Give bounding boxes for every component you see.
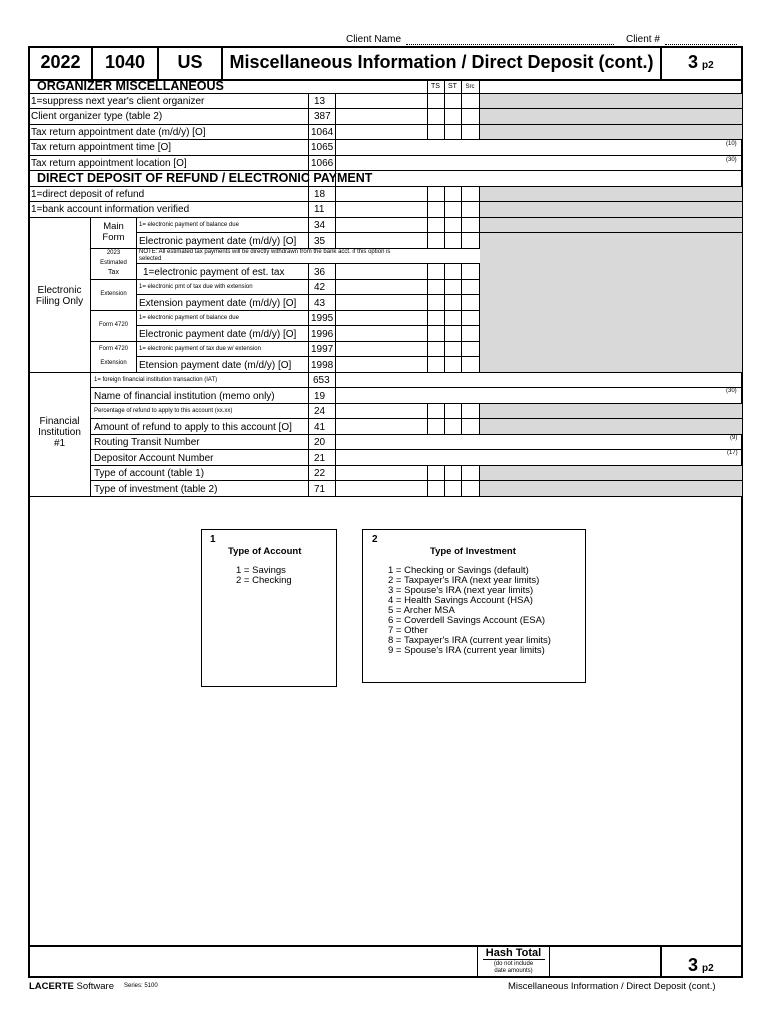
field-code: 34 bbox=[314, 220, 326, 231]
field-code: 71 bbox=[314, 484, 326, 495]
footer-page-number: 3 p2 bbox=[688, 955, 714, 975]
field-length-limit: (17) bbox=[727, 450, 738, 456]
field-code: 21 bbox=[314, 453, 326, 464]
est-tax-label: 2023 bbox=[106, 250, 121, 256]
field-label: Electronic payment date (m/d/y) [O] bbox=[139, 329, 297, 340]
field-label: 1= electronic payment of balance due bbox=[139, 222, 239, 228]
field-code: 387 bbox=[314, 111, 331, 122]
client-name-label: Client Name bbox=[346, 34, 402, 45]
main-form-label: Main bbox=[103, 221, 124, 232]
list-item: 8 = Taxpayer's IRA (current year limits) bbox=[388, 635, 551, 646]
field-label: Name of financial institution (memo only) bbox=[94, 391, 275, 402]
table2-number: 2 bbox=[372, 534, 378, 545]
table2-type-of-investment bbox=[362, 529, 586, 683]
section-organizer-misc: ORGANIZER MISCELLANEOUS bbox=[37, 79, 224, 93]
page-number: 3 p2 bbox=[688, 52, 714, 72]
field-label: 1=suppress next year's client organizer bbox=[31, 96, 205, 107]
est-tax-label-2: Estimated bbox=[100, 260, 127, 266]
field-code: 36 bbox=[314, 267, 326, 278]
field-label: 1= electronic payment of tax due w/ extension bbox=[139, 346, 261, 352]
field-code: 22 bbox=[314, 468, 326, 479]
field-label: Type of investment (table 2) bbox=[94, 484, 218, 495]
page-title: Miscellaneous Information / Direct Deposit (cont.) bbox=[229, 52, 654, 72]
field-code: 19 bbox=[314, 391, 326, 402]
field-code: 41 bbox=[314, 422, 326, 433]
section-direct-deposit: DIRECT DEPOSIT OF REFUND / ELECTRONIC PAYMENT bbox=[37, 171, 373, 185]
list-item: 1 = Checking or Savings (default) bbox=[388, 565, 529, 576]
list-item: 7 = Other bbox=[388, 625, 428, 636]
est-tax-note: NOTE: All estimated tax payments will be directly withdrawn from the bank acct. if this option is bbox=[139, 249, 391, 255]
field-label: Routing Transit Number bbox=[94, 437, 200, 448]
est-tax-label-3: Tax bbox=[108, 269, 119, 276]
main-form-label-2: Form bbox=[102, 232, 125, 243]
field-code: 20 bbox=[314, 437, 326, 448]
field-label: 1= electronic pmt of tax due with extension bbox=[139, 284, 253, 290]
field-label: 1=bank account information verified bbox=[31, 204, 190, 215]
field-code: 1996 bbox=[311, 329, 334, 340]
hash-total-note: (do not include bbox=[493, 961, 534, 967]
field-label: 1=direct deposit of refund bbox=[31, 189, 145, 200]
field-label: Etension payment date (m/d/y) [O] bbox=[139, 360, 292, 371]
table1-number: 1 bbox=[210, 534, 216, 545]
form4720-ext-label: Form 4720 bbox=[98, 346, 128, 352]
field-length-limit: (30) bbox=[726, 157, 737, 163]
list-item: 2 = Checking bbox=[236, 575, 292, 586]
field-label: Type of account (table 1) bbox=[94, 468, 205, 479]
list-item: 9 = Spouse's IRA (current year limits) bbox=[388, 645, 545, 656]
field-label: Client organizer type (table 2) bbox=[31, 111, 163, 122]
field-label: Tax return appointment location [O] bbox=[31, 158, 187, 169]
efile-group-label: Electronic bbox=[37, 285, 82, 296]
financial-group-label-3: #1 bbox=[53, 438, 66, 449]
est-tax-note-2: selected bbox=[139, 256, 162, 262]
hash-total-note-2: date amounts) bbox=[494, 968, 533, 974]
field-label: Electronic payment date (m/d/y) [O] bbox=[139, 236, 297, 247]
field-label: Tax return appointment date (m/d/y) [O] bbox=[31, 127, 206, 138]
tax-year: 2022 bbox=[40, 52, 81, 72]
field-code: 653 bbox=[313, 375, 330, 386]
field-code: 43 bbox=[314, 298, 326, 309]
list-item: 6 = Coverdell Savings Account (ESA) bbox=[388, 615, 546, 626]
list-item: 2 = Taxpayer's IRA (next year limits) bbox=[388, 575, 540, 586]
field-code: 1066 bbox=[311, 158, 334, 169]
field-length-limit: (10) bbox=[726, 141, 737, 147]
field-label: 1= foreign financial institution transaction (IAT) bbox=[94, 377, 218, 383]
hash-total-field[interactable] bbox=[549, 946, 660, 977]
efile-group-label-2: Filing Only bbox=[35, 296, 84, 307]
field-code: 24 bbox=[314, 406, 326, 417]
field-label: Amount of refund to apply to this account [O] bbox=[94, 422, 292, 433]
brand: LACERTE Software bbox=[29, 981, 115, 992]
list-item: 1 = Savings bbox=[236, 565, 286, 576]
table1-type-of-account bbox=[201, 529, 337, 687]
field-length-limit: (30) bbox=[726, 388, 737, 394]
field-label: Tax return appointment time [O] bbox=[31, 142, 172, 153]
table1-title: Type of Account bbox=[228, 546, 302, 557]
field-code: 42 bbox=[314, 282, 326, 293]
client-number-label: Client # bbox=[626, 34, 660, 45]
field-code: 1064 bbox=[311, 127, 334, 138]
client-name-line[interactable] bbox=[406, 44, 614, 45]
form-number: 1040 bbox=[104, 52, 146, 72]
form4720-label: Form 4720 bbox=[98, 322, 128, 328]
field-label: Percentage of refund to apply to this account (xx.xx) bbox=[94, 408, 233, 414]
field-label: Depositor Account Number bbox=[94, 453, 214, 464]
extension-label: Extension bbox=[100, 291, 127, 297]
financial-group-label: Financial bbox=[39, 416, 80, 427]
field-label: Extension payment date (m/d/y) [O] bbox=[139, 298, 297, 309]
field-code: 1065 bbox=[311, 142, 334, 153]
field-code: 35 bbox=[314, 236, 326, 247]
field-code: 1997 bbox=[311, 344, 334, 355]
series-label: Series: 5100 bbox=[124, 983, 158, 989]
table2-title: Type of Investment bbox=[430, 546, 516, 557]
hash-total-label: Hash Total bbox=[485, 947, 542, 959]
client-number-line[interactable] bbox=[665, 44, 737, 45]
list-item: 5 = Archer MSA bbox=[388, 605, 455, 616]
list-item: 3 = Spouse's IRA (next year limits) bbox=[388, 585, 534, 596]
field-code: 1998 bbox=[311, 360, 334, 371]
footer-form-title: Miscellaneous Information / Direct Deposit (cont.) bbox=[508, 981, 716, 992]
list-item: 4 = Health Savings Account (HSA) bbox=[388, 595, 533, 606]
col-header-st: ST bbox=[448, 83, 457, 90]
field-length-limit: (9) bbox=[730, 435, 738, 441]
field-label: 1=electronic payment of est. tax bbox=[143, 267, 285, 278]
col-header-src: Src bbox=[465, 84, 475, 90]
col-header-ts: TS bbox=[431, 83, 440, 90]
field-code: 18 bbox=[314, 189, 326, 200]
financial-group-label-2: Institution bbox=[38, 427, 81, 438]
field-label: 1= electronic payment of balance due bbox=[139, 315, 239, 321]
field-code: 1995 bbox=[311, 313, 334, 324]
field-code: 11 bbox=[314, 204, 325, 215]
form4720-ext-label-2: Extension bbox=[100, 360, 127, 366]
field-code: 13 bbox=[314, 96, 326, 107]
jurisdiction: US bbox=[177, 52, 203, 72]
